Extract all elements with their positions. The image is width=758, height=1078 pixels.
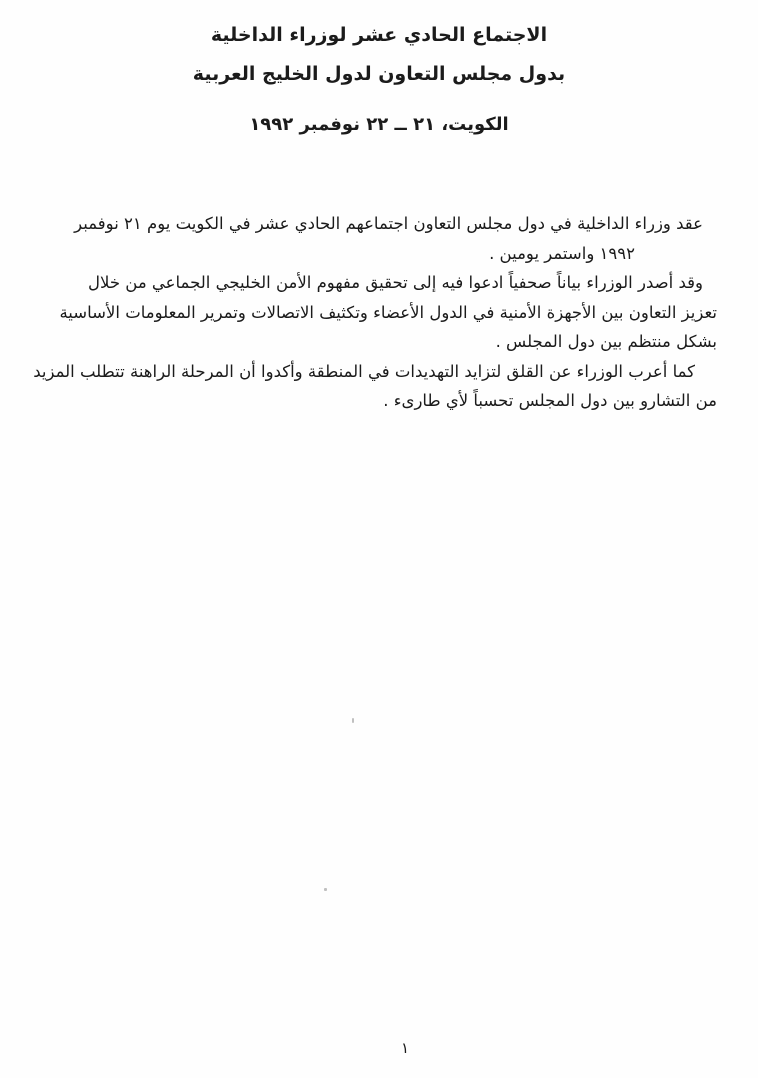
scan-artifact [352,718,354,723]
title-line-2: بدول مجلس التعاون لدول الخليج العربية [192,63,566,85]
paragraph-1 [36,209,717,268]
paragraph-line: عقد وزراء الداخلية في دول مجلس التعاون اجتماعهم الحادي عشر في الكويت يوم ٢١ نوفمبر [74,214,703,233]
paragraph-line: وقد أصدر الوزراء بياناً صحفياً ادعوا فيه إلى تحقيق مفهوم الأمن الخليجي الجماعي من خلال [88,273,703,292]
document-title [0,16,758,94]
paragraph-line: ١٩٩٢ واستمر يومين . [489,243,635,263]
document-body [33,209,717,416]
paragraph-line: كما أعرب الوزراء عن القلق لتزايد التهديدات في المنطقة وأكدوا أن المرحلة الراهنة تتطلب المزيد [33,361,695,381]
page-number: ١ [400,1039,410,1057]
scan-artifact [324,888,327,891]
paragraph-2 [36,268,717,357]
title-line-1: الاجتماع الحادي عشر لوزراء الداخلية [210,24,548,46]
paragraph-line: تعزيز التعاون بين الأجهزة الأمنية في الدول الأعضاء وتكثيف الاتصالات وتمرير المعلومات الأساسية [59,302,717,322]
paragraph-line: بشكل منتظم بين دول المجلس . [495,332,717,351]
date-line: الكويت، ٢١ ــ ٢٢ نوفمبر ١٩٩٢ [249,114,509,135]
paragraph-3 [33,357,717,416]
paragraph-line: من التشارو بين دول المجلس تحسباً لأي طارىء . [383,391,717,410]
